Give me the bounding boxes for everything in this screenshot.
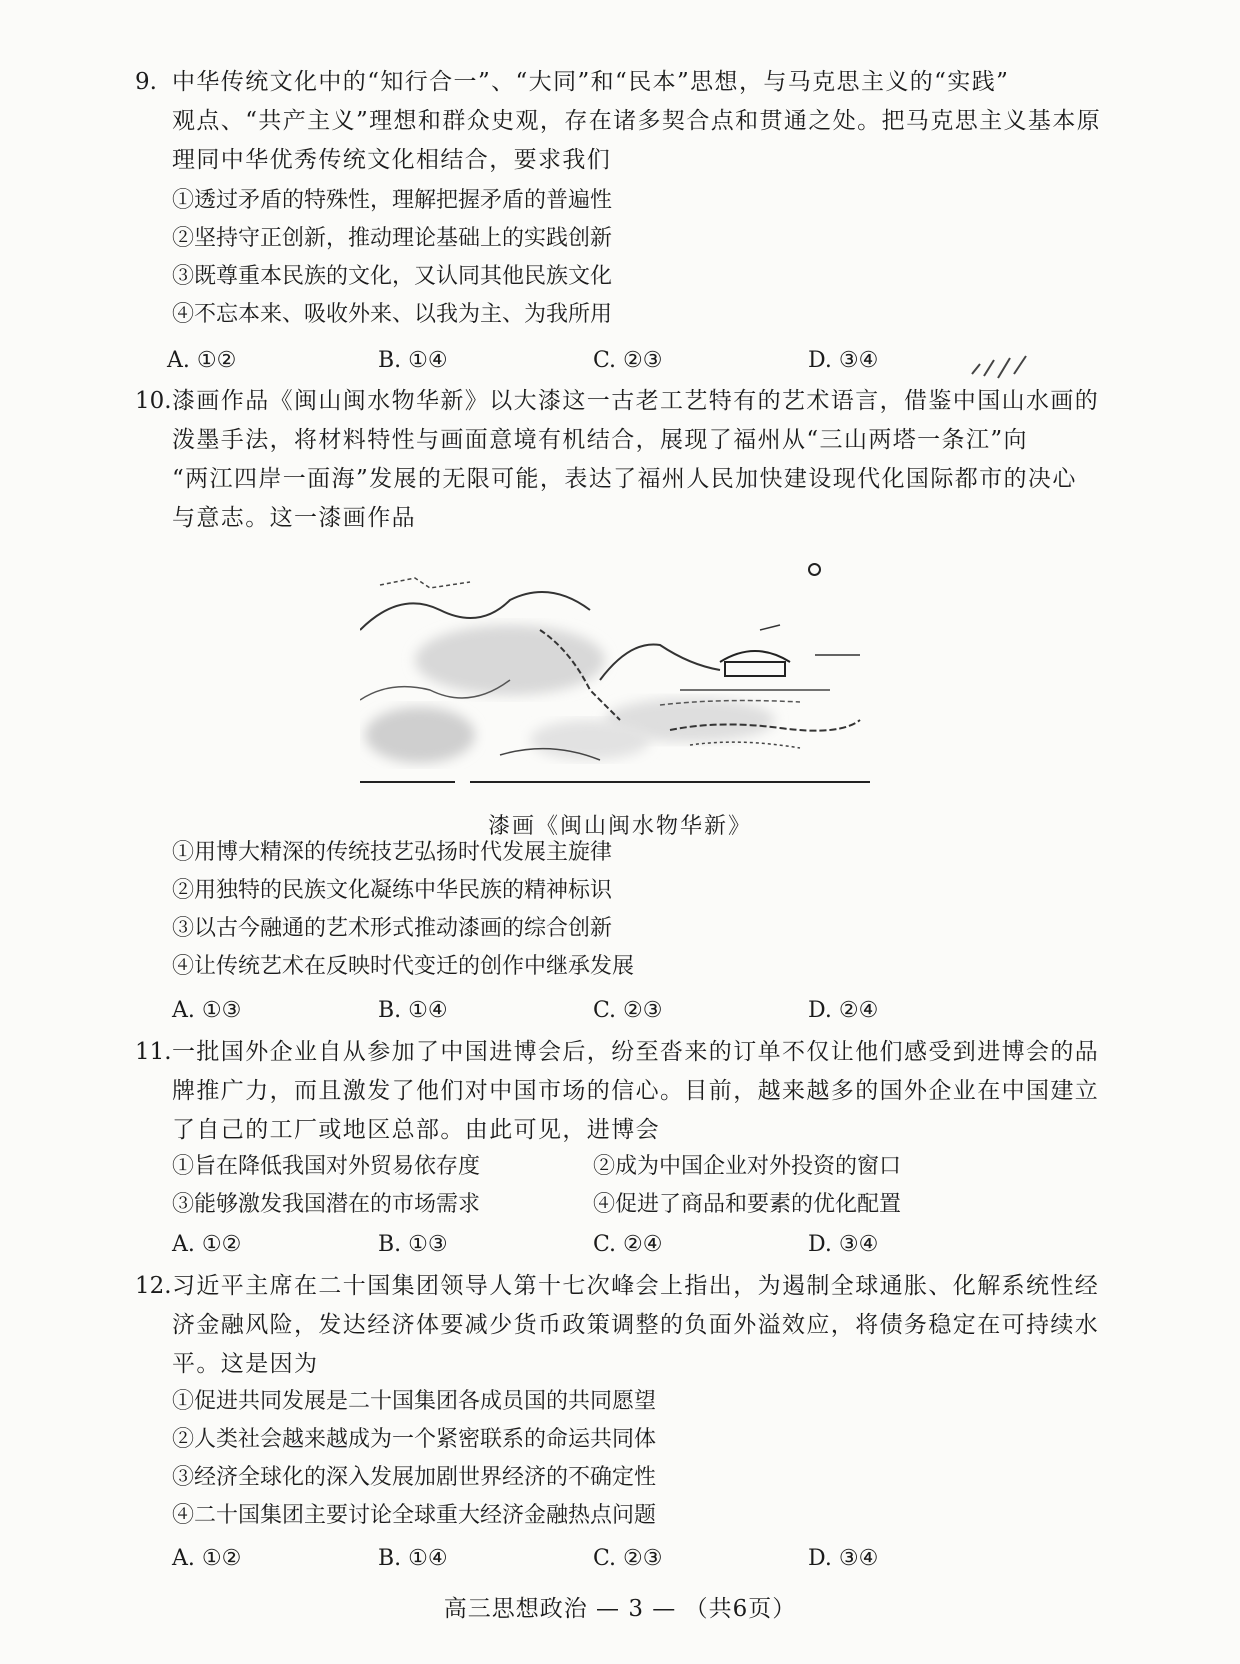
question-number: 12. [135, 1273, 172, 1299]
statement-3: ③既尊重本民族的文化，又认同其他民族文化 [172, 264, 613, 289]
choice-d: D. ③④ [808, 348, 879, 373]
question-text-line: “两江四岸一面海”发展的无限可能，表达了福州人民加快建设现代化国际都市的决心 [172, 466, 1077, 492]
question-text-line: 泼墨手法，将材料特性与画面意境有机结合，展现了福州从“三山两塔一条江”向 [172, 427, 1028, 453]
choice-a: A. ①② [172, 1232, 242, 1257]
question-number: 10. [135, 388, 172, 414]
choice-d: D. ③④ [808, 1546, 879, 1571]
statement-1: ①旨在降低我国对外贸易依存度 [172, 1154, 481, 1179]
statement-4: ④二十国集团主要讨论全球重大经济金融热点问题 [172, 1503, 657, 1528]
statement-2: ②人类社会越来越成为一个紧密联系的命运共同体 [172, 1427, 657, 1452]
choice-a: A. ①③ [172, 998, 242, 1023]
choice-c: C. ②③ [593, 348, 663, 373]
statement-4: ④不忘本来、吸收外来、以我为主、为我所用 [172, 302, 613, 327]
question-number: 9. [135, 69, 157, 95]
choice-c: C. ②③ [593, 1546, 663, 1571]
statement-1: ①用博大精深的传统技艺弘扬时代发展主旋律 [172, 840, 613, 865]
choice-b: B. ①④ [378, 348, 448, 373]
question-text-line: 了自己的工厂或地区总部。由此可见，进博会 [172, 1117, 660, 1143]
question-text-line: 中华传统文化中的“知行合一”、“大同”和“民本”思想，与马克思主义的“实践” [172, 69, 1010, 95]
statement-3: ③能够激发我国潜在的市场需求 [172, 1192, 481, 1217]
choice-b: B. ①③ [378, 1232, 448, 1257]
choice-b: B. ①④ [378, 1546, 448, 1571]
statement-2: ②坚持守正创新，推动理论基础上的实践创新 [172, 226, 613, 251]
question-text-line: 漆画作品《闽山闽水物华新》以大漆这一古老工艺特有的艺术语言，借鉴中国山水画的 [172, 388, 1100, 414]
question-text-line: 牌推广力，而且激发了他们对中国市场的信心。目前，越来越多的国外企业在中国建立 [172, 1078, 1100, 1104]
question-text-line: 观点、“共产主义”理想和群众史观，存在诸多契合点和贯通之处。把马克思主义基本原 [172, 108, 1102, 134]
question-text-line: 习近平主席在二十国集团领导人第十七次峰会上指出，为遏制全球通胀、化解系统性经 [172, 1273, 1100, 1299]
question-text-line: 一批国外企业自从参加了中国进博会后，纷至沓来的订单不仅让他们感受到进博会的品 [172, 1039, 1100, 1065]
pen-scribble-mark [970, 352, 1030, 382]
choice-d: D. ②④ [808, 998, 879, 1023]
painting-caption: 漆画《闽山闽水物华新》 [487, 814, 752, 839]
choice-c: C. ②④ [593, 1232, 663, 1257]
choice-c: C. ②③ [593, 998, 663, 1023]
choice-b: B. ①④ [378, 998, 448, 1023]
question-text-line: 济金融风险，发达经济体要减少货币政策调整的负面外溢效应，将债务稳定在可持续水 [172, 1312, 1100, 1338]
choice-d: D. ③④ [808, 1232, 879, 1257]
question-text-line: 理同中华优秀传统文化相结合，要求我们 [172, 147, 612, 173]
statement-4: ④让传统艺术在反映时代变迁的创作中继承发展 [172, 954, 635, 979]
question-text-line: 与意志。这一漆画作品 [172, 505, 416, 531]
statement-1: ①促进共同发展是二十国集团各成员国的共同愿望 [172, 1389, 657, 1414]
page-footer: 高三思想政治 — 3 — （共6页） [443, 1596, 797, 1622]
question-number: 11. [135, 1039, 172, 1065]
statement-2: ②成为中国企业对外投资的窗口 [593, 1154, 902, 1179]
lacquer-painting-image [360, 570, 870, 795]
statement-4: ④促进了商品和要素的优化配置 [593, 1192, 902, 1217]
statement-1: ①透过矛盾的特殊性，理解把握矛盾的普遍性 [172, 188, 613, 213]
statement-2: ②用独特的民族文化凝练中华民族的精神标识 [172, 878, 613, 903]
choice-a: A. ①② [172, 1546, 242, 1571]
question-text-line: 平。这是因为 [172, 1351, 319, 1377]
statement-3: ③经济全球化的深入发展加剧世界经济的不确定性 [172, 1465, 657, 1490]
choice-a: A. ①② [167, 348, 237, 373]
statement-3: ③以古今融通的艺术形式推动漆画的综合创新 [172, 916, 613, 941]
